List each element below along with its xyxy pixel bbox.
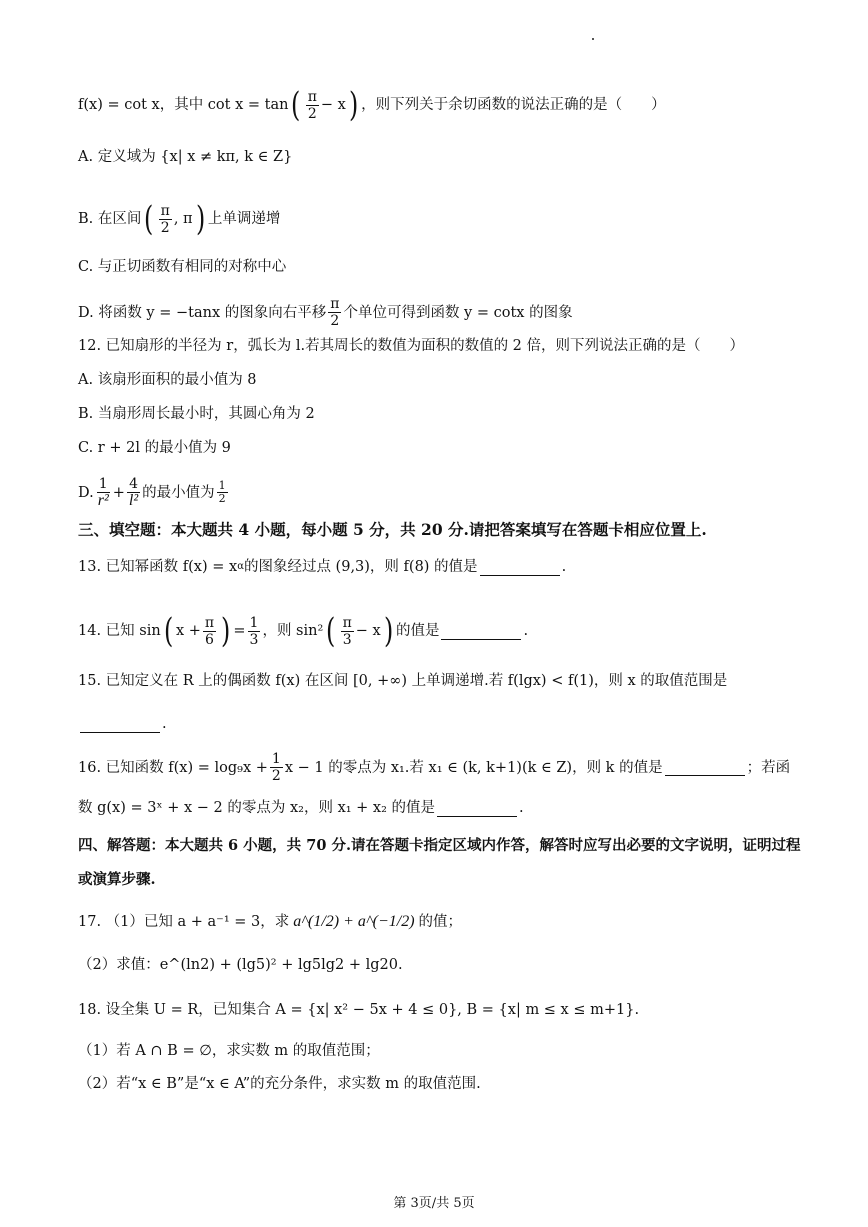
q11-frac [306,89,319,122]
paren-left: ( [291,85,301,125]
q11-stem-post: ，则下列关于余切函数的说法正确的是（ ） [361,97,666,113]
answer-blank[interactable] [80,716,160,733]
q12-stem: 12. 已知扇形的半径为 r，弧长为 l.若其周长的数值为面积的数值的 2 倍，则下列说法正确的是（ ） [78,338,745,354]
paren-right: ) [383,611,393,651]
scan-dot [592,38,594,40]
frac-den: 6 [205,631,214,648]
period: . [523,623,529,639]
q14 [78,611,808,651]
frac-den: 3 [249,631,259,648]
frac-den: 2 [307,105,317,122]
plus-sign: + [112,484,125,501]
section-4-heading: 四、解答题：本大题共 6 小题，共 70 分.请在答题卡指定区域内作答，解答时应写出必要的文字说明，证明过程或演算步骤. [78,837,801,888]
paren-right: ) [195,199,205,239]
q17-part2: （2）求值：e^(ln2) + (lg5)² + lg5lg2 + lg20. [78,957,403,973]
q11-b-frac [159,203,172,236]
q16-line2 [78,798,808,818]
page-footer: 第 3页/共 5页 [393,1196,475,1211]
paren-left: ( [326,611,336,651]
period: . [162,716,167,732]
q16-line2-pre: 数 g(x) = 3ˣ + x − 2 的零点为 x₂，则 x₁ + x₂ 的值是 [78,800,436,816]
frac-num: 1 [98,476,108,492]
q11-stem-tail: − x [320,97,346,113]
q16-post: ；若函 [746,759,791,776]
q12-d-frac1 [96,476,111,509]
q16-line1 [78,751,808,784]
q12-d-pre: D. [78,484,94,501]
frac-num: π [160,202,170,219]
q17-p1-pre: 17. （1）已知 a + a⁻¹ = 3，求 [78,914,290,930]
q11-d-pre: D. 将函数 y = −tanx 的图象向右平移 [78,304,327,321]
q12-option-c: C. r + 2l 的最小值为 9 [78,440,231,456]
paren-left: ( [144,199,154,239]
q12-d-answer-frac [217,480,228,505]
frac-den: 2 [271,768,281,784]
q12-option-b: B. 当扇形周长最小时，其圆心角为 2 [78,406,315,422]
q18-part2: （2）若“x ∈ B”是“x ∈ A”的充分条件，求实数 m 的取值范围. [78,1076,481,1092]
q11-d-frac [328,296,341,329]
q13-exponent: α [237,561,244,572]
q11-stem [78,85,808,125]
frac-num: 1 [218,479,226,492]
q13-post: 的图象经过点 (9,3)，则 f(8) 的值是 [243,559,478,575]
q14-mid: ，则 sin² [262,623,324,639]
frac-den: 3 [342,631,352,648]
frac-den: 2 [160,219,170,236]
paren-left: ( [163,611,173,651]
frac-num: π [342,614,352,631]
frac-den: r² [97,492,109,509]
equals-sign: = [233,623,246,639]
q13 [78,557,808,577]
q15-line1: 15. 已知定义在 R 上的偶函数 f(x) 在区间 [0, +∞) 上单调递增.若 f(lgx) < f(1)，则 x 的取值范围是 [78,673,728,689]
paren-right: ) [221,611,231,651]
answer-blank[interactable] [480,559,560,576]
q11-option-b [78,199,808,239]
q14-f3-post: − x [355,623,381,639]
q13-pre: 13. 已知幂函数 f(x) = x [78,559,238,575]
q11-b-mid: , π [173,211,193,227]
q14-frac2 [248,615,261,648]
answer-blank[interactable] [441,623,521,640]
answer-blank[interactable] [665,759,745,776]
q14-frac1 [203,615,216,648]
q14-f1-pre: x + [175,623,201,639]
frac-den: 2 [330,313,340,329]
frac-num: 1 [249,614,259,631]
period: . [561,559,567,575]
q12-option-a: A. 该扇形面积的最小值为 8 [78,372,257,388]
q11-stem-pre: f(x) = cot x，其中 cot x = tan [78,97,289,113]
frac-num: 4 [129,476,138,492]
q17-p1-post: 的值； [418,914,463,930]
q11-option-d [78,296,808,329]
q18-part1: （1）若 A ∩ B = ∅，求实数 m 的取值范围； [78,1043,380,1059]
paren-right: ) [348,85,359,125]
q14-frac3 [341,615,354,648]
frac-num: π [204,614,215,631]
q16-pre: 16. 已知函数 f(x) = log₉x + [78,759,268,776]
frac-den: 2 [218,492,226,505]
frac-den: l² [128,492,139,509]
q11-b-post: 上单调递增 [207,211,281,227]
q15-line2 [78,714,808,734]
frac-num: π [330,296,340,312]
frac-num: 1 [271,751,281,767]
q12-d-mid: 的最小值为 [142,484,215,501]
period: . [519,800,524,816]
q16-frac [270,751,283,784]
frac-num: π [307,88,317,105]
q14-pre: 14. 已知 sin [78,623,161,639]
q11-option-a: A. 定义域为 {x| x ≠ kπ, k ∈ Z} [78,149,293,165]
q17-part1 [78,912,808,932]
q11-b-pre: B. 在区间 [78,211,142,227]
q11-d-post: 个单位可得到函数 y = cotx 的图象 [343,304,573,321]
q12-option-d [78,476,808,509]
section-3-heading: 三、填空题：本大题共 4 小题，每小题 5 分，共 20 分.请把答案填写在答题卡相应位置上. [78,520,707,539]
q17-p1-expr: a^(1/2) + a^(−1/2) [293,913,415,930]
q16-mid: x − 1 的零点为 x₁.若 x₁ ∈ (k, k+1)(k ∈ Z)，则 k 的值是 [284,759,663,776]
answer-blank[interactable] [437,800,517,817]
q14-post: 的值是 [395,623,440,639]
q11-option-c: C. 与正切函数有相同的对称中心 [78,259,287,275]
q12-d-frac2 [127,476,140,509]
q18-stem: 18. 设全集 U = R，已知集合 A = {x| x² − 5x + 4 ≤ 0}, B = {x| m ≤ x ≤ m+1}. [78,1002,640,1018]
